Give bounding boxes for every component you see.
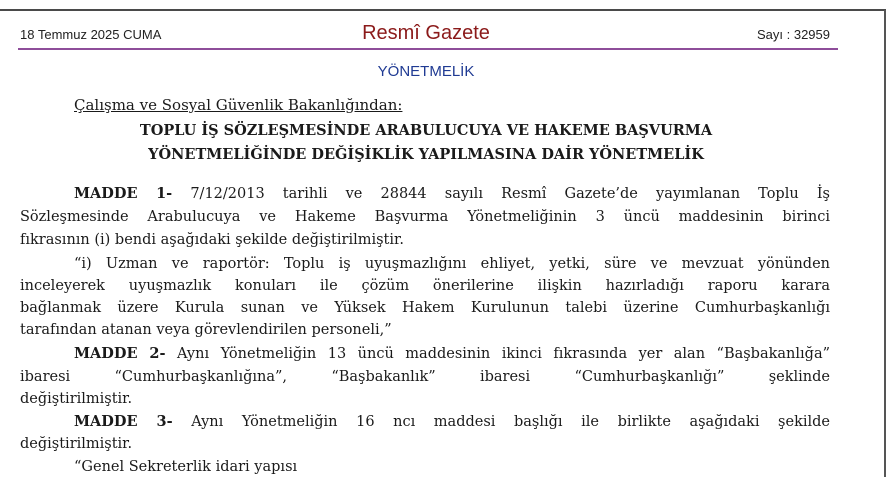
- article-1-line: Sözleşmesinde Arabulucuya ve Hakeme Başvurma Yönetmeliğinin 3 üncü maddesinin birinci: [20, 209, 830, 225]
- article-3-line: değiştirilmiştir.: [20, 436, 133, 452]
- quote-line: tarafından atanan veya görevlendirilen personeli,”: [20, 322, 392, 338]
- article-1-line: [74, 183, 830, 205]
- article-1-text: 7/12/2013 tarihli ve 28844 sayılı Resmî Gazete’de yayımlanan Toplu İş: [190, 186, 830, 202]
- article-2-line: değiştirilmiştir.: [20, 391, 133, 407]
- quote-line: “i) Uzman ve raportör: Toplu iş uyuşmazlığını ehliyet, yetki, süre ve mevzuat yönünden: [74, 256, 830, 272]
- header-divider: [18, 48, 838, 50]
- ministry-name: Çalışma ve Sosyal Güvenlik Bakanlığından:: [74, 96, 403, 114]
- article-1-line: fıkrasının (i) bendi aşağıdaki şekilde değiştirilmiştir.: [20, 232, 404, 248]
- top-border: [0, 9, 886, 11]
- issue-number: Sayı : 32959: [757, 27, 830, 42]
- article-3-line: [74, 411, 830, 433]
- regulation-title-line: TOPLU İŞ SÖZLEŞMESİNDE ARABULUCUYA VE HAKEME BAŞVURMA: [139, 122, 713, 139]
- article-3-label: MADDE 3-: [74, 413, 173, 430]
- section-label: YÖNETMELİK: [377, 63, 475, 80]
- issue-date: 18 Temmuz 2025 CUMA: [20, 27, 162, 42]
- article-1-label: MADDE 1-: [74, 185, 173, 202]
- regulation-title-line: YÖNETMELİĞİNDE DEĞİŞİKLİK YAPILMASINA DAİR YÖNETMELİK: [148, 146, 704, 163]
- gazette-title: Resmî Gazete: [362, 22, 490, 44]
- article-2-text: Aynı Yönetmeliğin 13 üncü maddesinin ikinci fıkrasında yer alan “Başbakanlığa”: [177, 346, 830, 362]
- quote-line: bağlanmak üzere Kurula sunan ve Yüksek Hakem Kurulunun talebi üzerine Cumhurbaşkanlığı: [20, 300, 830, 316]
- quote-line: inceleyerek uyuşmazlık konuları ile çözüm önerilerine ilişkin hazırladığı raporu karara: [20, 278, 830, 294]
- article-2-line: [74, 343, 830, 365]
- article-2-label: MADDE 2-: [74, 345, 166, 362]
- article-3-text: Aynı Yönetmeliğin 16 ncı maddesi başlığı ile birlikte aşağıdaki şekilde: [191, 414, 831, 430]
- article-2-line: ibaresi “Cumhurbaşkanlığına”, “Başbakanlık” ibaresi “Cumhurbaşkanlığı” şeklinde: [20, 369, 830, 385]
- quote-line: “Genel Sekreterlik idari yapısı: [74, 459, 298, 475]
